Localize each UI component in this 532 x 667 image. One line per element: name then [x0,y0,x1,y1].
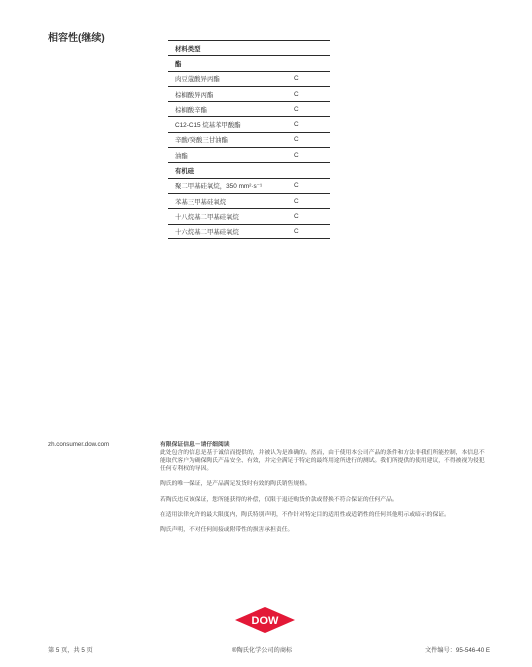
material-name: 棕榈酸异丙酯 [175,91,214,99]
table-row [168,147,330,162]
table-row [168,178,330,193]
document-number: 文件编号：95-546-40 E [425,647,490,654]
compatibility-rating: C [294,212,299,220]
table-category-row [168,162,330,177]
table-row [168,193,330,208]
category-label-silicones: 有机硅 [175,168,195,176]
notice-paragraph: 陶氏声明，不对任何间接或附带性的损害承担责任。 [160,526,294,533]
compatibility-rating: C [294,182,299,190]
notice-paragraph: 若陶氏违反该保证，您所能获得的补偿，仅限于退还购货价款或替换不符合保证的任何产品。 [160,496,398,503]
notice-paragraph: 陶氏的唯一保证，是产品满足发货时有效的陶氏销售规格。 [160,481,311,488]
table-header-material-type: 材料类型 [175,45,201,53]
material-name: 十六烷基二甲基硅氧烷 [175,228,239,236]
table-category-row [168,55,330,70]
notice-title: 有限保证信息－请仔细阅读 [160,442,230,448]
material-name: C12-C15 烷基苯甲酸酯 [175,122,241,130]
compatibility-rating: C [294,75,299,83]
dow-logo-text: DOW [251,615,279,627]
table-row [168,101,330,116]
material-name: 辛酸/癸酸三甘油酯 [175,137,228,145]
table-row [168,224,330,239]
material-name: 棕榈酸辛酯 [175,106,207,114]
material-name: 苯基三甲基硅氧烷 [175,198,227,206]
compatibility-rating: C [294,136,299,144]
material-name: 十八烷基二甲基硅氧烷 [175,213,239,221]
compatibility-rating: C [294,227,299,235]
notice-paragraph: 在适用法律允许的最大限度内，陶氏特别声明，不作针对特定目的适用性或适销性的任何其他明示或暗示的保证。 [160,511,450,518]
compatibility-rating: C [294,121,299,129]
website-url[interactable]: zh.consumer.dow.com [48,441,110,448]
table-row [168,208,330,223]
material-name: 肉豆蔻酸异丙酯 [175,76,220,84]
table-row [168,71,330,86]
compatibility-rating: C [294,151,299,159]
material-name: 油酯 [175,152,188,160]
table-row [168,132,330,147]
table-row [168,116,330,131]
page-title: 相容性(继续) [48,33,105,44]
material-name: 聚二甲基硅氧烷，350 mm²·s⁻¹ [175,183,263,191]
table-header-row [168,40,330,55]
compatibility-rating: C [294,197,299,205]
compatibility-rating: C [294,90,299,98]
table-row [168,86,330,101]
compatibility-rating: C [294,105,299,113]
dow-logo [235,607,295,633]
category-label-esters: 酯 [175,60,182,68]
page-number: 第 5 页，共 5 页 [48,647,93,654]
notice-paragraph: 此处包含的信息是基于诚信而提供的，并被认为是准确的。然而，由于使用本公司产品的条件和方法非我们所能控制，本信息不能取代客户为确保陶氏产品安全、有效，并完全满足于特定的最终用途所进行的测试。我们所提供的使用建议，不得被视为侵犯任何专利权的导因。 [160,450,485,473]
compatibility-table [168,40,330,239]
trademark-notice: ®陶氏化学公司的商标 [232,647,293,654]
warranty-notice [160,441,488,541]
